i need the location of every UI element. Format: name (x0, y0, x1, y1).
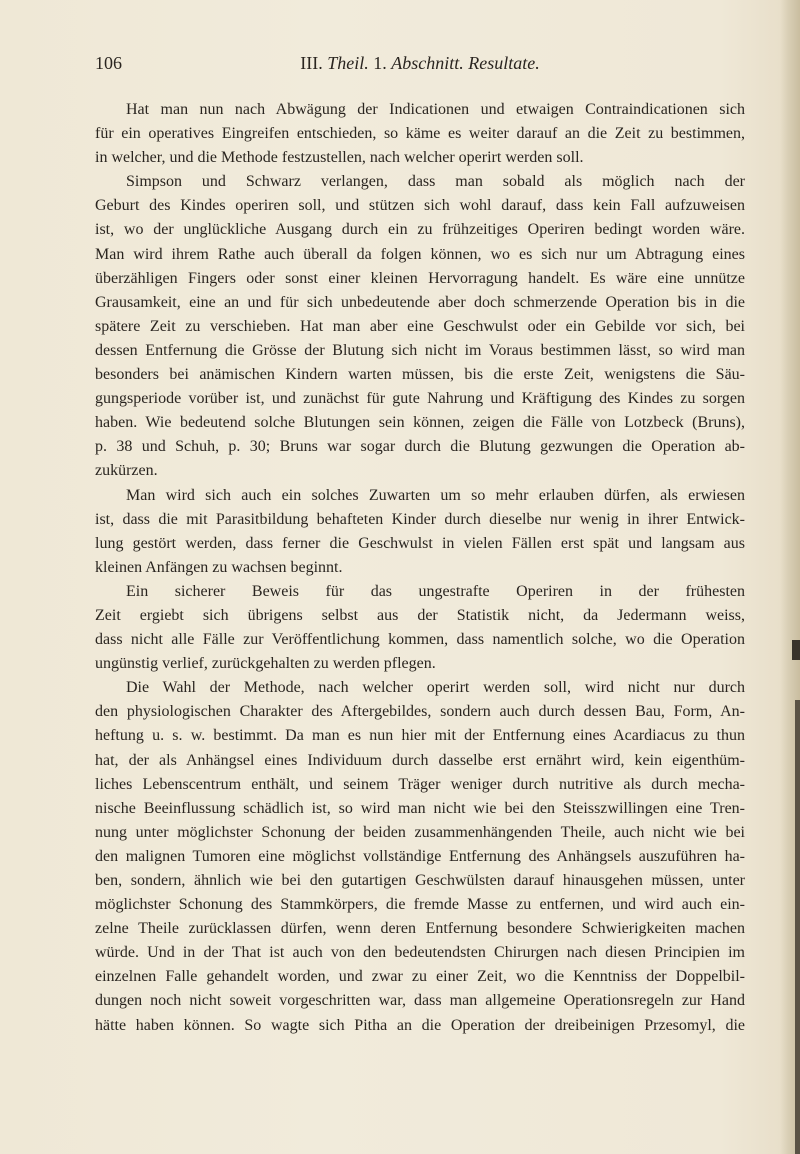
text-line: Grausamkeit, eine an und für sich unbedeutende aber doch schmerzende Operation bis in die (95, 293, 745, 311)
text-line: Die Wahl der Methode, nach welcher operirt werden soll, wird nicht nur durch (126, 679, 745, 697)
page-number: 106 (95, 53, 122, 73)
text-line: Ein sicherer Beweis für das ungestrafte Operiren in der frühesten (126, 582, 745, 600)
text-line: spätere Zeit zu verschieben. Hat man aber eine Geschwulst oder ein Gebilde vor sich, bei (95, 317, 745, 335)
text-line: kleinen Anfängen zu wachsen beginnt. (95, 558, 343, 576)
text-line: ungünstig verlief, zurückgehalten zu werden pflegen. (95, 655, 436, 673)
text-line: möglichster Schonung des Stammkörpers, die fremde Masse zu entfernen, und wird auch ein- (95, 896, 745, 914)
text-line: zukürzen. (95, 462, 158, 480)
text-line: Geburt des Kindes operiren soll, und stützen sich wohl darauf, dass kein Fall aufzuweisen (95, 197, 745, 215)
page-edge-mark (795, 700, 800, 1154)
text-line: in welcher, und die Methode festzustellen, nach welcher operirt werden soll. (95, 149, 584, 167)
text-line: lung gestört werden, dass ferner die Geschwulst in vielen Fällen erst spät und langsam aus (95, 534, 745, 552)
text-line: für ein operatives Eingreifen entschieden, so käme es weiter darauf an die Zeit zu bestimmen, (95, 125, 745, 143)
section-label: Abschnitt. (391, 53, 464, 73)
text-line: Simpson und Schwarz verlangen, dass man sobald als möglich nach der (126, 173, 745, 191)
text-line: Zeit ergiebt sich übrigens selbst aus der Statistik nicht, da Jedermann weiss, (95, 606, 745, 624)
text-line: hat, der als Anhängsel eines Individuum durch dasselbe erst ernährt wird, kein eigenthüm- (95, 751, 745, 769)
text-line: ist, wo der unglückliche Ausgang durch ein zu frühzeitiges Operiren bedingt worden wäre. (95, 221, 745, 239)
page-edge-mark (792, 640, 800, 660)
text-line: dessen Entfernung die Grösse der Blutung sich nicht im Voraus bestimmen lässt, so wird man (95, 341, 745, 359)
text-line: nische Beeinflussung schädlich ist, so wird man nicht wie bei den Steisszwillingen eine Tren- (95, 799, 745, 817)
text-line: ist, dass die mit Parasitbildung behafteten Kinder durch dieselbe nur wenig in ihrer Entwick- (95, 510, 745, 528)
text-line: überzähligen Fingers oder sonst einer kleinen Hervorragung handelt. Es wäre eine unnütze (95, 269, 745, 287)
body-text (95, 98, 745, 1038)
section-number: 1. (373, 53, 387, 73)
text-line: zelne Theile zurücklassen dürfen, wenn deren Entfernung besondere Schwierigkeiten machen (95, 920, 745, 938)
text-line: den physiologischen Charakter des Aftergebildes, sondern auch durch dessen Bau, Form, An- (95, 703, 745, 721)
text-line: dass nicht alle Fälle zur Veröffentlichung kommen, dass namentlich solche, wo die Operation (95, 631, 745, 649)
text-line: würde. Und in der That ist auch von den bedeutendsten Chirurgen nach diesen Principien im (95, 944, 745, 962)
page-header (95, 53, 745, 77)
text-line: gungsperiode vorüber ist, und zunächst für gute Nahrung und Kräftigung des Kindes zu sorgen (95, 390, 745, 408)
text-line: haben. Wie bedeutend solche Blutungen sein können, zeigen die Fälle von Lotzbeck (Bruns), (95, 414, 745, 432)
text-line: heftung u. s. w. bestimmt. Da man es nun hier mit der Entfernung eines Acardiacus zu thun (95, 727, 745, 745)
text-line: p. 38 und Schuh, p. 30; Bruns war sogar durch die Blutung gezwungen die Operation ab- (95, 438, 745, 456)
text-line: ben, sondern, ähnlich wie bei den gutartigen Geschwülsten darauf hinausgehen müssen, unter (95, 872, 745, 889)
text-line: den malignen Tumoren eine möglichst vollständige Entfernung des Anhängsels auszuführen ha- (95, 847, 745, 865)
text-line: einzelnen Falle gehandelt worden, und zwar zu einer Zeit, wo die Kenntniss der Doppelbil- (95, 968, 745, 986)
text-line: hätte haben können. So wagte sich Pitha an die Operation der dreibeinigen Przesomyl, die (95, 1016, 745, 1034)
running-head (95, 53, 745, 74)
text-line: dungen noch nicht soweit vorgeschritten war, dass man allgemeine Operationsregeln zur Hand (95, 992, 745, 1010)
chapter-title: Resultate. (468, 53, 540, 73)
text-line: Man wird sich auch ein solches Zuwarten um so mehr erlauben dürfen, als erwiesen (126, 486, 745, 504)
text-line: besonders bei anämischen Kindern warten müssen, bis die erste Zeit, wenigstens die Säu- (95, 366, 745, 384)
text-line: nung unter möglichster Schonung der beiden zusammenhängenden Theile, auch nicht wie bei (95, 823, 745, 841)
part-label: Theil. (327, 53, 369, 73)
part-number: III. (300, 53, 323, 73)
text-line: Man wird ihrem Rathe auch überall da folgen können, wo es sich nur um Abtragung eines (95, 245, 745, 263)
text-line: Hat man nun nach Abwägung der Indicationen und etwaigen Contraindicationen sich (126, 101, 745, 118)
text-line: liches Lebenscentrum enthält, und seinem Träger weniger durch nutritive als durch mecha- (95, 775, 745, 793)
